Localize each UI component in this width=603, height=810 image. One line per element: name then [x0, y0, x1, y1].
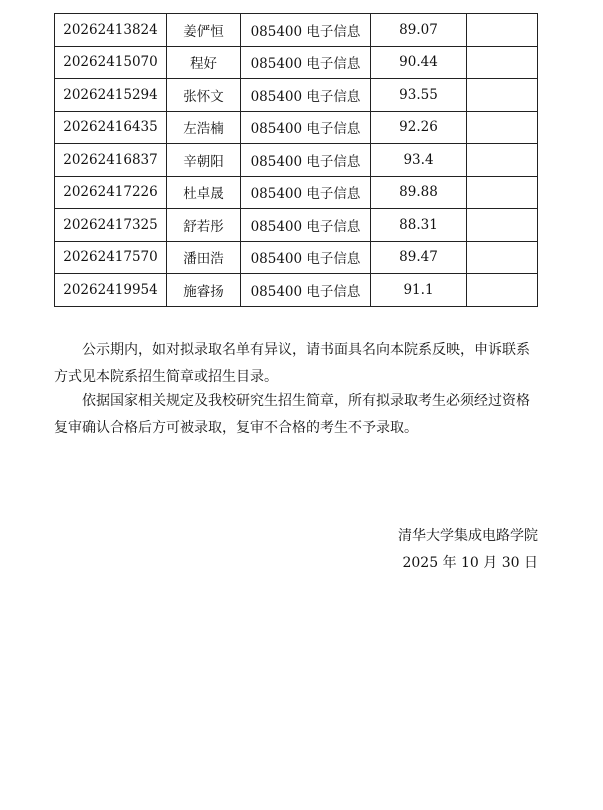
candidate-name-cell: 张怀文 — [167, 79, 241, 112]
score-cell: 88.31 — [371, 209, 467, 242]
major-cell: 085400 电子信息 — [241, 144, 371, 177]
table-row — [55, 209, 538, 242]
table-row — [55, 176, 538, 209]
score-cell: 89.47 — [371, 241, 467, 274]
score-cell: 93.55 — [371, 79, 467, 112]
table-row — [55, 79, 538, 112]
candidate-id-cell: 20262415294 — [55, 79, 167, 112]
objection-notice-paragraph: 公示期内，如对拟录取名单有异议，请书面具名向本院系反映，申诉联系方式见本院系招生简章或招生目录。 — [54, 342, 530, 385]
note-cell — [467, 46, 538, 79]
review-requirement-paragraph: 依据国家相关规定及我校研究生招生简章，所有拟录取考生必须经过资格复审确认合格后方可被录取，复审不合格的考生不予录取。 — [54, 393, 530, 436]
candidate-id-cell: 20262419954 — [55, 274, 167, 307]
table-row — [55, 111, 538, 144]
table-row — [55, 274, 538, 307]
table-row — [55, 14, 538, 47]
roster-table-body — [55, 14, 538, 307]
table-row — [55, 241, 538, 274]
major-cell: 085400 电子信息 — [241, 14, 371, 47]
candidate-id-cell: 20262413824 — [55, 14, 167, 47]
candidate-name-cell: 杜卓晟 — [167, 176, 241, 209]
candidate-id-cell: 20262416435 — [55, 111, 167, 144]
candidate-id-cell: 20262416837 — [55, 144, 167, 177]
major-cell: 085400 电子信息 — [241, 111, 371, 144]
major-cell: 085400 电子信息 — [241, 241, 371, 274]
table-row — [55, 46, 538, 79]
major-cell: 085400 电子信息 — [241, 274, 371, 307]
candidate-name-cell: 程好 — [167, 46, 241, 79]
note-cell — [467, 144, 538, 177]
major-cell: 085400 电子信息 — [241, 46, 371, 79]
candidate-name-cell: 舒若彤 — [167, 209, 241, 242]
score-cell: 92.26 — [371, 111, 467, 144]
candidate-name-cell: 潘田浩 — [167, 241, 241, 274]
score-cell: 89.88 — [371, 176, 467, 209]
note-cell — [467, 274, 538, 307]
issuing-organization: 清华大学集成电路学院 — [398, 528, 538, 544]
note-cell — [467, 176, 538, 209]
candidate-name-cell: 左浩楠 — [167, 111, 241, 144]
candidate-id-cell: 20262417226 — [55, 176, 167, 209]
note-cell — [467, 241, 538, 274]
candidate-name-cell: 姜俨恒 — [167, 14, 241, 47]
candidate-id-cell: 20262417325 — [55, 209, 167, 242]
score-cell: 89.07 — [371, 14, 467, 47]
major-cell: 085400 电子信息 — [241, 79, 371, 112]
score-cell: 93.4 — [371, 144, 467, 177]
candidate-name-cell: 施睿扬 — [167, 274, 241, 307]
major-cell: 085400 电子信息 — [241, 176, 371, 209]
note-cell — [467, 14, 538, 47]
note-cell — [467, 111, 538, 144]
candidate-id-cell: 20262415070 — [55, 46, 167, 79]
score-cell: 90.44 — [371, 46, 467, 79]
issue-date: 2025 年 10 月 30 日 — [402, 555, 538, 571]
note-cell — [467, 79, 538, 112]
candidate-id-cell: 20262417570 — [55, 241, 167, 274]
admission-roster-table — [54, 13, 538, 307]
note-cell — [467, 209, 538, 242]
major-cell: 085400 电子信息 — [241, 209, 371, 242]
table-row — [55, 144, 538, 177]
score-cell: 91.1 — [371, 274, 467, 307]
candidate-name-cell: 辛朝阳 — [167, 144, 241, 177]
